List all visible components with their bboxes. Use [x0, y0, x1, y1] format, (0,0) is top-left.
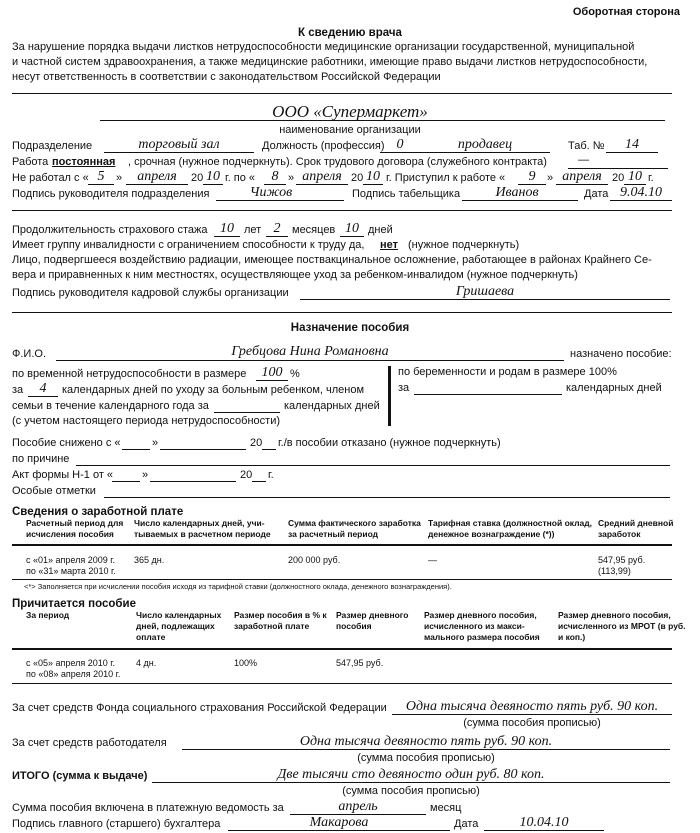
intro-line-2: и частной систем здравоохранения, а также медицинские работники, имеющие право выдачи листков нетрудоспособности, — [12, 56, 648, 68]
temp-pct: 100 — [261, 365, 283, 380]
maternity-za: за — [398, 382, 410, 394]
dept-label: Подразделение — [12, 140, 93, 152]
position-line — [380, 152, 550, 153]
due-daily: 547,95 руб. — [336, 658, 384, 668]
due-period-from: с «05» апреля 2010 г. — [26, 658, 115, 668]
assigned-label: назначено пособие: — [570, 348, 672, 360]
salary-rate: — — [428, 555, 437, 565]
act-year-line — [252, 481, 266, 482]
salary-footnote: <*> Заполняется при исчислении пособия исходя из тарифной ставки (должностного оклада, денежного вознаграждения). — [24, 582, 452, 591]
reduced-label: Пособие снижено с « — [12, 437, 121, 449]
work-permanent: постоянная — [52, 156, 116, 168]
to-year-prefix: 20 — [351, 172, 364, 184]
head-signature: Чижов — [249, 185, 293, 200]
stage-days-label: дней — [368, 224, 393, 236]
quote-close-2: » — [288, 172, 295, 184]
resume-month: апреля — [562, 169, 602, 184]
resume-year-prefix: 20 — [612, 172, 625, 184]
salary-col-amount: Сумма фактического заработка за расчетный период — [288, 518, 421, 539]
page-side-label: Оборотная сторона — [572, 6, 680, 18]
care-days: 4 — [39, 381, 47, 396]
act-month-line — [150, 481, 236, 482]
resume-year-suffix: г. — [648, 172, 654, 184]
dept-value: торговый зал — [138, 137, 220, 152]
emp-sign-line — [462, 200, 578, 201]
total-line — [152, 782, 670, 783]
stage-years-label: лет — [244, 224, 262, 236]
divider — [12, 312, 672, 313]
resume-year: 10 — [628, 169, 642, 184]
reduced-year-line — [262, 449, 276, 450]
maternity-days: календарных дней — [566, 382, 662, 394]
org-caption: наименование организации — [279, 124, 421, 136]
due-row-rule — [12, 683, 672, 684]
due-days: 4 дн. — [136, 658, 157, 668]
resume-label: г. Приступил к работе « — [386, 172, 506, 184]
payroll-month: апрель — [338, 799, 378, 814]
due-header-rule — [12, 648, 672, 650]
reason-label: по причине — [12, 453, 70, 465]
employer-amount: Одна тысяча девяносто пять руб. 90 коп. — [299, 734, 553, 749]
due-col-daily: Размер дневного пособия — [336, 610, 409, 631]
intro-line-1: За нарушение порядка выдачи листков нетрудоспособности медицинские организации государственной, муниципальной — [12, 41, 635, 53]
reason-line — [76, 465, 670, 466]
position-number: 0 — [396, 137, 404, 152]
employer-line — [182, 749, 670, 750]
fss-caption: (сумма пособия прописью) — [463, 717, 601, 729]
family-days-line — [214, 412, 280, 413]
salary-period-to: по «31» марта 2010 г. — [26, 566, 116, 576]
date-value: 9.04.10 — [620, 185, 662, 200]
reduced-quote: » — [152, 437, 159, 449]
work-rest: , срочная (нужное подчеркнуть). Срок трудового договора (служебного контракта) — [128, 156, 547, 168]
special-label: Особые отметки — [12, 485, 96, 497]
stage-months-line — [266, 236, 288, 237]
from-year-prefix: 20 — [191, 172, 204, 184]
work-term: — — [578, 154, 589, 166]
radiation-line-2: вера и приравненных к ним местностях, осуществляющее уход за ребенком-инвалидом (нужное подчеркнуть) — [12, 269, 578, 281]
acct-date: 10.04.10 — [519, 815, 569, 830]
benefit-title: Назначение пособия — [290, 322, 410, 334]
salary-avg: 547,95 руб. — [598, 555, 646, 565]
special-line — [104, 497, 670, 498]
emp-sign-label: Подпись табельщика — [352, 188, 461, 200]
hr-signature: Гришаева — [455, 284, 515, 299]
stage-label: Продолжительность страхового стажа — [12, 224, 208, 236]
due-col-max: Размер дневного пособия, исчисленного из макси-мального размера пособия — [424, 610, 540, 642]
date-line — [610, 200, 672, 201]
due-period-to: по «08» апреля 2010 г. — [26, 669, 121, 679]
family-calendar-days: календарных дней — [284, 400, 380, 412]
resume-day: 9 — [528, 169, 536, 184]
fio-label: Ф.И.О. — [12, 348, 46, 360]
head-sign-label: Подпись руководителя подразделения — [12, 188, 210, 200]
to-label: г. по « — [225, 172, 256, 184]
from-day-line — [88, 184, 114, 185]
period-note: (с учетом настоящего периода нетрудоспособности) — [12, 415, 281, 427]
salary-header-rule — [12, 544, 672, 546]
tab-line — [606, 152, 658, 153]
salary-col-avg: Средний дневной заработок — [598, 518, 674, 539]
total-label: ИТОГО (сумма к выдаче) — [12, 770, 148, 782]
payroll-suffix: месяц — [430, 802, 462, 814]
disability-value: нет — [380, 239, 399, 251]
from-month-line — [126, 184, 188, 185]
divider — [12, 93, 672, 94]
due-col-mrot: Размер дневного пособия, исчисленного из МРОТ (в руб. и коп.) — [558, 610, 686, 642]
date-label: Дата — [584, 188, 609, 200]
divider — [12, 210, 672, 211]
position-value: продавец — [457, 137, 513, 152]
due-title: Причитается пособие — [12, 598, 136, 610]
salary-col-days: Число календарных дней, учи-тываемых в расчетном периоде — [134, 518, 271, 539]
total-amount: Две тысячи сто девяносто один руб. 80 коп. — [277, 767, 545, 782]
acct-sign-line — [228, 830, 450, 831]
care-text: календарных дней по уходу за больным ребенком, членом — [62, 384, 365, 396]
notwork-label: Не работал с « — [12, 172, 89, 184]
quote-close-3: » — [547, 172, 554, 184]
head-sign-line — [216, 200, 344, 201]
fss-label: За счет средств Фонда социального страхования Российской Федерации — [12, 702, 387, 714]
temp-label: по временной нетрудоспособности в размере — [12, 368, 247, 380]
act-day-line — [112, 481, 140, 482]
due-col-pct: Размер пособия в % к заработной плате — [234, 610, 327, 631]
to-year: 10 — [366, 169, 380, 184]
salary-title: Сведения о заработной плате — [12, 506, 184, 518]
stage-days: 10 — [345, 221, 359, 236]
quote-close-1: » — [116, 172, 123, 184]
salary-col-rate: Тарифная ставка (должностной оклад, денежное вознаграждение (*)) — [428, 518, 593, 539]
to-day: 8 — [271, 169, 279, 184]
from-year: 10 — [206, 169, 220, 184]
stage-years-line — [214, 236, 240, 237]
care-za: за — [12, 384, 24, 396]
fio-line — [56, 360, 564, 361]
stage-months-label: месяцев — [292, 224, 336, 236]
acct-signature: Макарова — [309, 815, 369, 830]
salary-days: 365 дн. — [134, 555, 165, 565]
stage-months: 2 — [273, 221, 281, 236]
temp-pct-line — [256, 380, 288, 381]
radiation-line-1: Лицо, подвергшееся воздействию радиации, имеющее поствакцинальное осложнение, работающее в районах Крайнего Се- — [12, 254, 652, 266]
reduced-month-line — [160, 449, 246, 450]
maternity-label: по беременности и родам в размере 100% — [398, 366, 617, 378]
org-name-line — [100, 120, 665, 121]
acct-sign-label: Подпись главного (старшего) бухгалтера — [12, 818, 221, 830]
stage-years: 10 — [220, 221, 234, 236]
fio-value: Гребцова Нина Романовна — [231, 344, 389, 359]
acct-date-label: Дата — [454, 818, 479, 830]
position-label: Должность (профессия) — [262, 140, 385, 152]
disability-label: Имеет группу инвалидности с ограничением способности к труду да, — [12, 239, 365, 251]
care-days-line — [28, 396, 58, 397]
column-separator — [388, 366, 391, 426]
due-pct: 100% — [234, 658, 258, 668]
due-col-days: Число календарных дней, подлежащих оплате — [136, 610, 222, 642]
payroll-label: Сумма пособия включена в платежную ведомость за — [12, 802, 284, 814]
from-month: апреля — [137, 169, 177, 184]
maternity-days-line — [414, 394, 562, 395]
act-quote: » — [142, 469, 149, 481]
salary-period-from: с «01» апреля 2009 г. — [26, 555, 115, 565]
emp-signature: Иванов — [495, 185, 539, 200]
to-month: апреля — [302, 169, 342, 184]
employer-caption: (сумма пособия прописью) — [357, 752, 495, 764]
hr-sign-label: Подпись руководителя кадровой службы организации — [12, 287, 289, 299]
to-year-line — [363, 184, 383, 185]
reduced-day-line — [122, 449, 150, 450]
org-name: ООО «Супермаркет» — [272, 102, 428, 121]
salary-amount: 200 000 руб. — [288, 555, 341, 565]
act-year-prefix: 20 — [240, 469, 253, 481]
acct-date-line — [484, 830, 604, 831]
work-label: Работа — [12, 156, 49, 168]
due-col-period: За период — [26, 610, 70, 620]
doctor-notice-title: К сведению врача — [298, 27, 402, 39]
act-year-suffix: г. — [268, 469, 274, 481]
act-label: Акт формы Н-1 от « — [12, 469, 114, 481]
reduced-year-prefix: 20 — [250, 437, 263, 449]
employer-label: За счет средств работодателя — [12, 737, 167, 749]
tab-label: Таб. № — [568, 140, 605, 152]
salary-avg-alt: (113,99) — [598, 566, 631, 576]
stage-days-line — [340, 236, 364, 237]
family-text: семьи в течение календарного года за — [12, 400, 209, 412]
fss-amount: Одна тысяча девяносто пять руб. 90 коп. — [405, 699, 659, 714]
reduced-rest: г./в пособии отказано (нужное подчеркнуть) — [278, 437, 501, 449]
salary-col-period: Расчетный период для исчисления пособия — [26, 518, 124, 539]
total-caption: (сумма пособия прописью) — [342, 785, 480, 797]
dept-line — [104, 152, 254, 153]
fss-line — [392, 714, 672, 715]
intro-line-3: несут ответственность в соответствии с законодательством Российской Федерации — [12, 71, 441, 83]
hr-sign-line — [300, 299, 670, 300]
tab-value: 14 — [625, 137, 639, 152]
salary-row-rule — [12, 579, 672, 580]
temp-pct-sign: % — [290, 368, 300, 380]
disability-hint: (нужное подчеркнуть) — [408, 239, 520, 251]
from-day: 5 — [97, 169, 105, 184]
